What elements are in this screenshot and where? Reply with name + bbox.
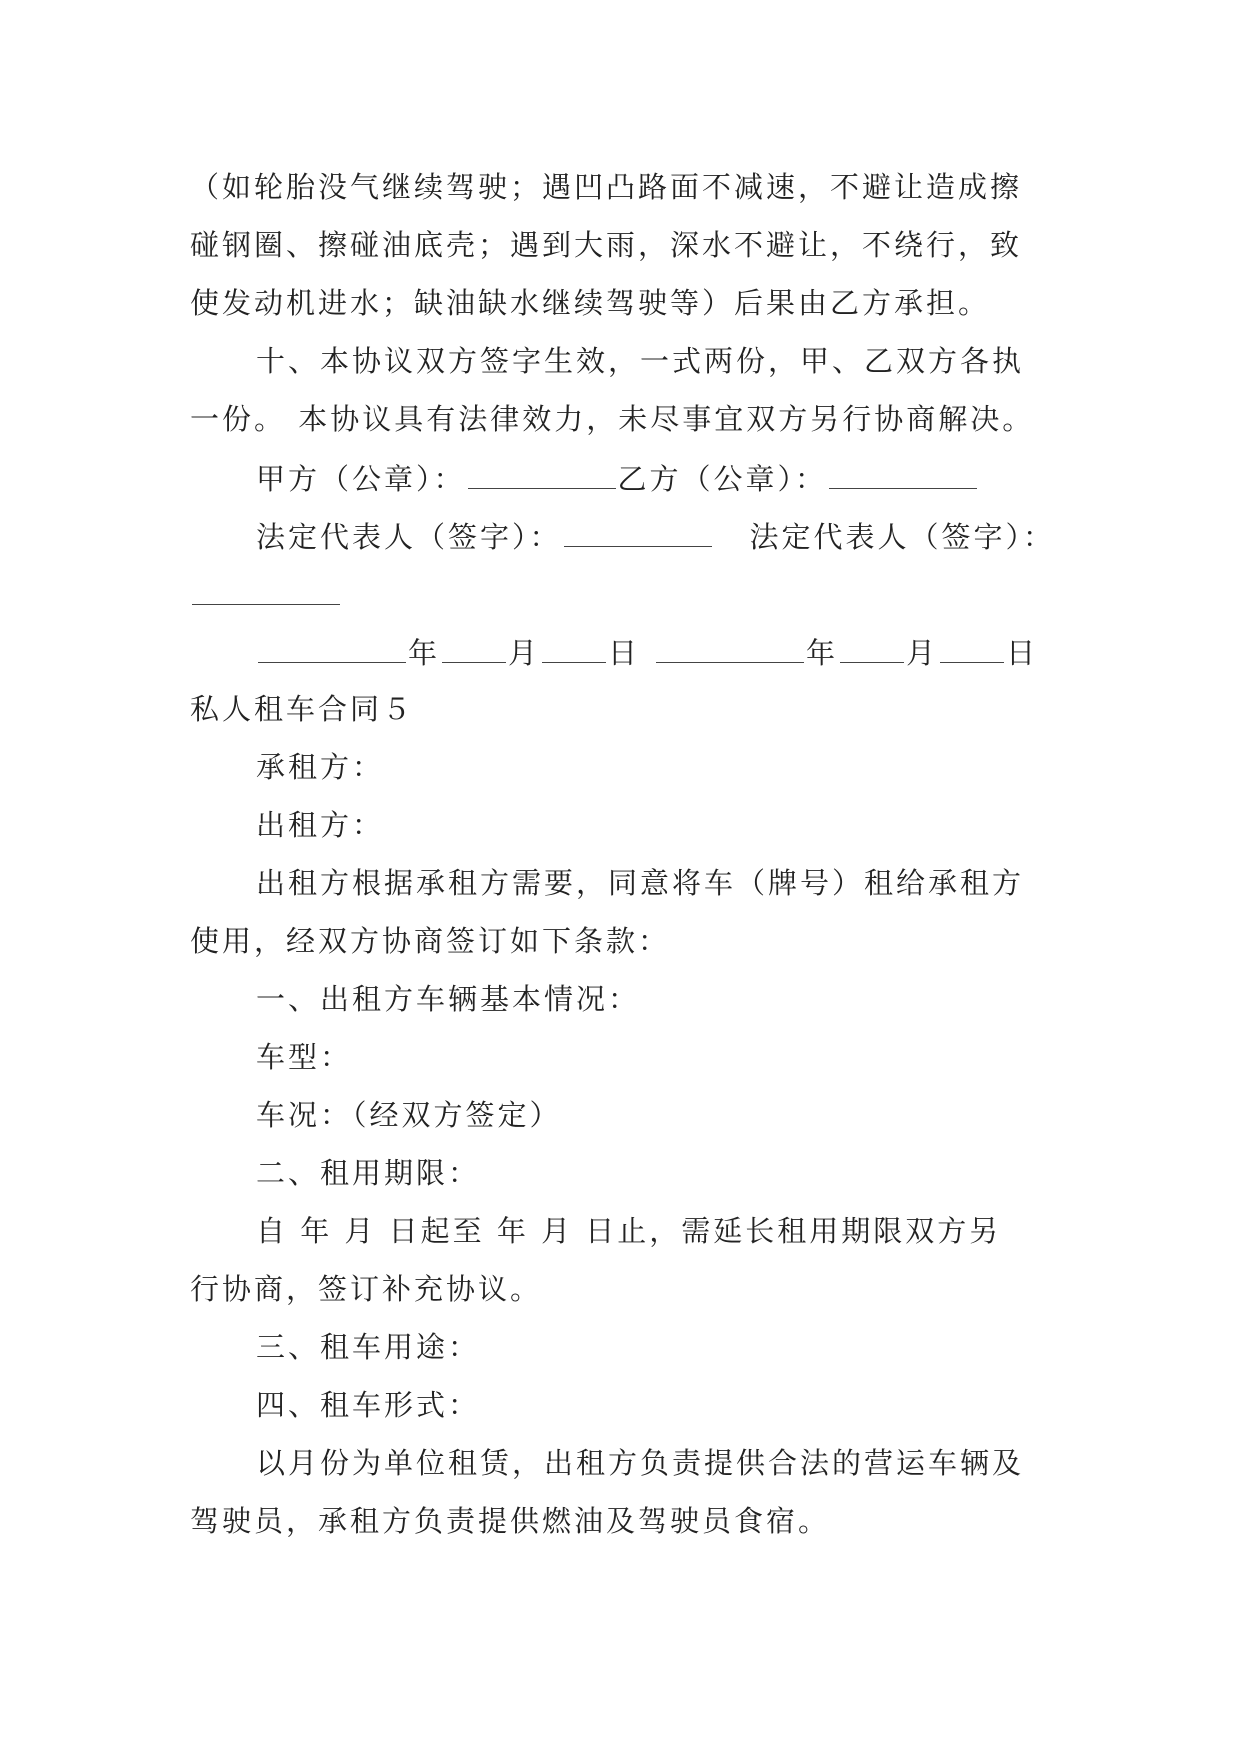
contract-line: 车况：（经双方签定）	[256, 1098, 562, 1132]
clause-ten-line: 一份。 本协议具有法律效力，未尽事宜双方另行协商解决。	[190, 402, 1035, 436]
contract-line: 自 年 月 日起至 年 月 日止，需延长租用期限双方另	[256, 1214, 1002, 1248]
party-b-representative-label: 法定代表人（签字）：	[749, 520, 1056, 554]
contract-line: 四、租车形式：	[256, 1388, 481, 1422]
date-month-label-b: 月	[906, 636, 939, 670]
date-day-blank-b	[940, 622, 1004, 663]
contract-line: 三、租车用途：	[256, 1330, 481, 1364]
party-a-representative-label: 法定代表人（签字）：	[256, 520, 562, 554]
party-b-representative-blank	[192, 564, 340, 605]
party-a-seal-blank	[468, 448, 616, 489]
document-body	[190, 158, 1060, 1550]
date-year-blank-a	[258, 622, 406, 663]
date-year-label-b: 年	[806, 636, 839, 670]
contract-line: 驾驶员，承租方负责提供燃油及驾驶员食宿。	[190, 1504, 831, 1538]
date-year-label-a: 年	[408, 636, 441, 670]
paragraph-line: （如轮胎没气继续驾驶；遇凹凸路面不减速，不避让造成擦	[190, 170, 1023, 204]
party-b-representative-blank-row	[190, 564, 1060, 622]
seal-signature-row	[190, 448, 1060, 506]
contract-line: 出租方根据承租方需要，同意将车（牌号）租给承租方	[256, 866, 1025, 900]
contract-line: 二、租用期限：	[256, 1156, 481, 1190]
section-title: 私人租车合同５	[190, 692, 415, 726]
date-day-blank-a	[542, 622, 606, 663]
date-row	[190, 622, 1060, 680]
paragraph-line: 使发动机进水；缺油缺水继续驾驶等）后果由乙方承担。	[190, 286, 991, 320]
contract-line: 车型：	[256, 1040, 353, 1074]
clause-ten-line: 十、本协议双方签字生效，一式两份，甲、乙双方各执	[256, 344, 1025, 378]
representative-signature-row	[190, 506, 1060, 564]
party-a-seal-label: 甲方（公章）：	[256, 462, 466, 496]
contract-line: 一、出租方车辆基本情况：	[256, 982, 641, 1016]
party-b-seal-blank	[829, 448, 977, 489]
contract-line: 使用，经双方协商签订如下条款：	[190, 924, 671, 958]
paragraph-line: 碰钢圈、擦碰油底壳；遇到大雨，深水不避让，不绕行，致	[190, 228, 1023, 262]
date-month-label-a: 月	[508, 636, 541, 670]
date-year-blank-b	[656, 622, 804, 663]
date-month-blank-b	[840, 622, 904, 663]
party-a-representative-blank	[564, 506, 712, 547]
contract-line: 以月份为单位租赁，出租方负责提供合法的营运车辆及	[256, 1446, 1025, 1480]
contract-line: 出租方：	[256, 808, 385, 842]
contract-line: 行协商，签订补充协议。	[190, 1272, 543, 1306]
date-month-blank-a	[442, 622, 506, 663]
date-day-label-b: 日	[1006, 636, 1039, 670]
party-b-seal-label: 乙方（公章）：	[617, 462, 828, 496]
date-day-label-a: 日	[608, 636, 641, 670]
contract-line: 承租方：	[256, 750, 385, 784]
